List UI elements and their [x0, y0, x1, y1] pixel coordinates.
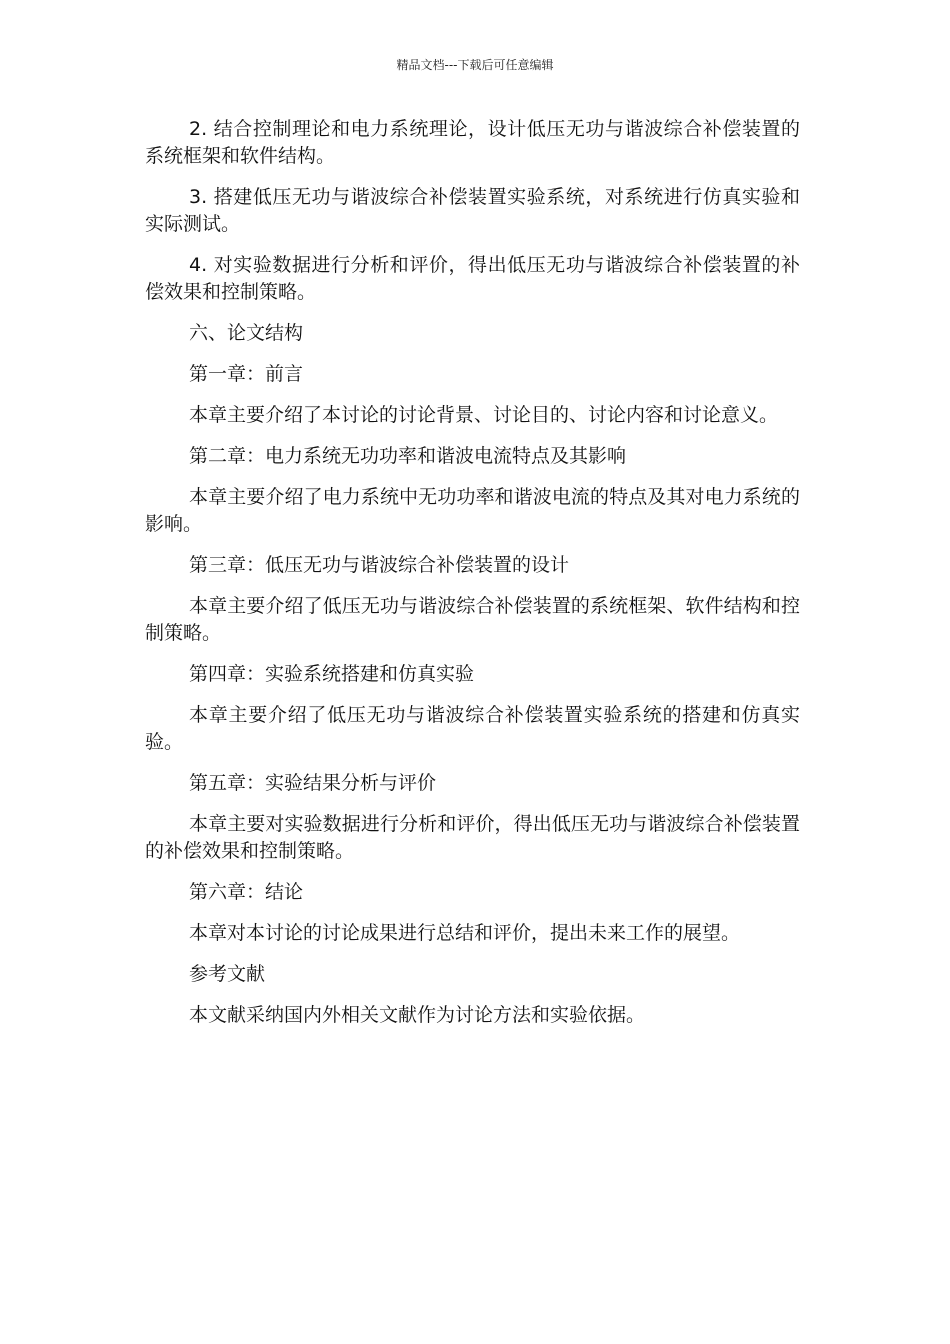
chapter-heading-1: 第一章：前言	[189, 363, 304, 385]
section-heading-structure: 六、论文结构	[189, 322, 304, 344]
chapter-summary-6: 本章对本讨论的讨论成果进行总结和评价，提出未来工作的展望。	[189, 922, 741, 944]
chapter-summary-5: 本章主要对实验数据进行分析和评价，得出低压无功与谐波综合补偿装置的补偿效果和控制策略。	[145, 813, 800, 862]
references-summary: 本文献采纳国内外相关文献作为讨论方法和实验依据。	[189, 1004, 646, 1026]
chapter-summary-4: 本章主要介绍了低压无功与谐波综合补偿装置实验系统的搭建和仿真实验。	[145, 704, 800, 753]
chapter-heading-4: 第四章：实验系统搭建和仿真实验	[189, 663, 475, 685]
list-item-objective-2: 2. 结合控制理论和电力系统理论，设计低压无功与谐波综合补偿装置的系统框架和软件结构。	[145, 118, 800, 167]
references-heading: 参考文献	[189, 963, 266, 985]
chapter-summary-2: 本章主要介绍了电力系统中无功功率和谐波电流的特点及其对电力系统的影响。	[145, 486, 800, 535]
list-item-objective-3: 3. 搭建低压无功与谐波综合补偿装置实验系统，对系统进行仿真实验和实际测试。	[145, 186, 800, 235]
chapter-summary-1: 本章主要介绍了本讨论的讨论背景、讨论目的、讨论内容和讨论意义。	[189, 404, 779, 426]
chapter-heading-2: 第二章：电力系统无功功率和谐波电流特点及其影响	[189, 445, 627, 467]
chapter-heading-6: 第六章：结论	[189, 881, 304, 903]
chapter-summary-3: 本章主要介绍了低压无功与谐波综合补偿装置的系统框架、软件结构和控制策略。	[145, 595, 800, 644]
chapter-heading-3: 第三章：低压无功与谐波综合补偿装置的设计	[189, 554, 570, 576]
running-header: 精品文档---下载后可任意编辑	[396, 58, 554, 72]
chapter-heading-5: 第五章：实验结果分析与评价	[189, 772, 437, 794]
list-item-objective-4: 4. 对实验数据进行分析和评价，得出低压无功与谐波综合补偿装置的补偿效果和控制策略。	[145, 254, 800, 303]
document-body	[145, 116, 800, 1043]
